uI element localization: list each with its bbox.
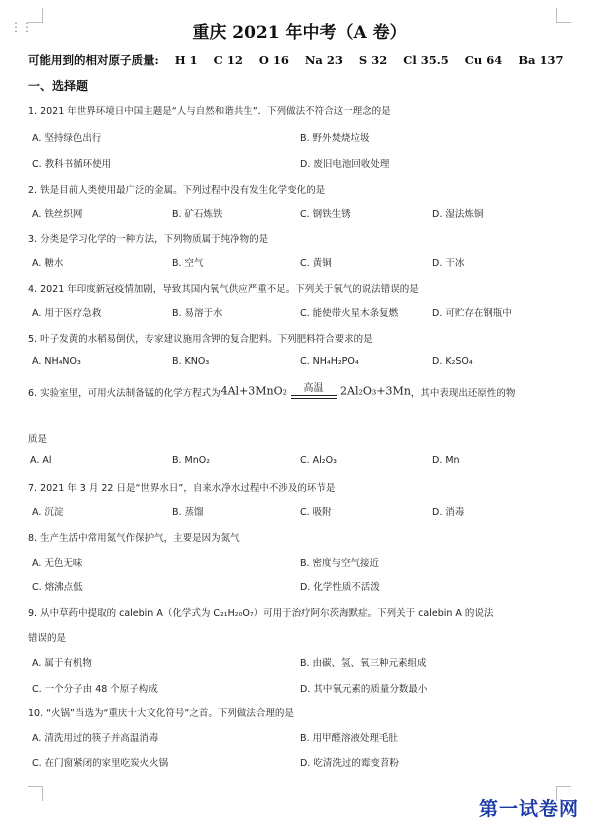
section-heading: 一、选择题 — [28, 79, 89, 93]
question-5-option-c: C. NH₄H₂PO₄ — [300, 356, 359, 367]
atomic-masses-line — [28, 52, 576, 68]
question-1-stem: 1. 2021 年世界环境日中国主题是“人与自然和谐共生”．下列做法不符合这一理念的是 — [28, 106, 391, 117]
site-watermark: 第一试卷网 — [478, 798, 579, 820]
question-6-option-a: A. Al — [30, 455, 52, 466]
question-2-option-c: C. 钢铁生锈 — [300, 209, 351, 220]
atomic-mass-c: C 12 — [213, 53, 243, 67]
question-6-stem-pre: 6. 实验室里，可用火法制备锰的化学方程式为 — [28, 388, 221, 399]
question-4-option-b: B. 易溶于水 — [172, 308, 223, 319]
equation-condition: 高温 — [303, 383, 324, 394]
question-1-option-d: D. 废旧电池回收处理 — [300, 159, 390, 170]
question-10-stem: 10. “火锅”当选为“重庆十大文化符号”之首。下列做法合理的是 — [28, 708, 294, 719]
atomic-mass-cu: Cu 64 — [464, 53, 503, 67]
question-4-option-a: A. 用于医疗急救 — [32, 308, 102, 319]
equals-sign-icon — [291, 395, 337, 399]
question-7-option-a: A. 沉淀 — [32, 507, 64, 518]
chemical-equation — [221, 384, 411, 399]
question-2-option-d: D. 湿法炼铜 — [432, 209, 484, 220]
atomic-mass-o: O 16 — [258, 53, 289, 67]
atomic-mass-ba: Ba 137 — [518, 53, 564, 67]
question-4-stem: 4. 2021 年印度新冠疫情加剧，导致其国内氧气供应严重不足。下列关于氧气的说法错误的是 — [28, 284, 419, 295]
question-5-option-d: D. K₂SO₄ — [432, 356, 473, 367]
equation-products: 2Al₂O₃+3Mn — [340, 384, 411, 398]
question-3-option-a: A. 糖水 — [32, 258, 64, 269]
question-6-option-c: C. Al₂O₃ — [300, 455, 337, 466]
crop-mark-bottom-left — [28, 786, 43, 801]
question-5-stem: 5. 叶子发黄的水稻易倒伏，专家建议施用含钾的复合肥料。下列肥料符合要求的是 — [28, 334, 373, 345]
question-1-option-b: B. 野外焚烧垃圾 — [300, 133, 370, 144]
question-6-stem-post: ，其中表现出还原性的物 — [410, 388, 516, 399]
question-10-option-b: B. 用甲醛溶液处理毛肚 — [300, 733, 399, 744]
question-9-stem: 9. 从中草药中提取的 calebin A（化学式为 C₂₁H₂₀O₇）可用于治疗阿尔茨海默症。下列关于 calebin A 的说法 — [28, 608, 494, 619]
question-3-option-b: B. 空气 — [172, 258, 204, 269]
question-3-option-c: C. 黄铜 — [300, 258, 332, 269]
question-1-option-a: A. 坚持绿色出行 — [32, 133, 102, 144]
question-3-option-d: D. 干冰 — [432, 258, 465, 269]
question-9-option-b: B. 由碳、氢、氧三种元素组成 — [300, 658, 427, 669]
question-6-option-b: B. MnO₂ — [172, 455, 211, 466]
question-2-stem: 2. 铁是目前人类使用最广泛的金属。下列过程中没有发生化学变化的是 — [28, 185, 326, 196]
question-2-option-a: A. 铁丝织网 — [32, 209, 83, 220]
atomic-mass-h: H 1 — [174, 53, 198, 67]
drag-handle-icon[interactable]: ⋮⋮ — [10, 20, 32, 34]
atomic-mass-s: S 32 — [358, 53, 388, 67]
question-4-option-d: D. 可贮存在钢瓶中 — [432, 308, 512, 319]
question-4-option-c: C. 能使带火星木条复燃 — [300, 308, 399, 319]
question-6-stem-continued: 质是 — [28, 434, 48, 445]
question-8-option-c: C. 熔沸点低 — [32, 582, 83, 593]
question-9-option-c: C. 一个分子由 48 个原子构成 — [32, 684, 158, 695]
question-9-stem-continued: 错误的是 — [28, 633, 67, 644]
atomic-mass-na: Na 23 — [304, 53, 343, 67]
question-10-option-c: C. 在门窗紧闭的家里吃炭火火锅 — [32, 758, 169, 769]
equation-reactants: 4Al+3MnO₂ — [220, 384, 288, 398]
atomic-masses-label: 可能用到的相对原子质量: — [28, 53, 159, 67]
question-5-option-a: A. NH₄NO₃ — [32, 356, 81, 367]
question-7-option-d: D. 消毒 — [432, 507, 465, 518]
question-1-option-c: C. 教科书循环使用 — [32, 159, 112, 170]
question-9-option-d: D. 其中氧元素的质量分数最小 — [300, 684, 428, 695]
question-10-option-a: A. 清洗用过的筷子并高温消毒 — [32, 733, 159, 744]
equation-arrow — [291, 384, 337, 399]
question-6-stem — [28, 384, 515, 399]
question-10-option-d: D. 吃清洗过的霉变苕粉 — [300, 758, 399, 769]
question-7-option-b: B. 蒸馏 — [172, 507, 204, 518]
question-8-option-d: D. 化学性质不活泼 — [300, 582, 380, 593]
page-title: 重庆 2021 年中考（A 卷） — [192, 23, 407, 43]
question-7-option-c: C. 吸附 — [300, 507, 332, 518]
question-7-stem: 7. 2021 年 3 月 22 日是“世界水日”，自来水净水过程中不涉及的环节是 — [28, 483, 336, 494]
question-2-option-b: B. 矿石炼铁 — [172, 209, 223, 220]
question-8-stem: 8. 生产生活中常用氮气作保护气，主要是因为氮气 — [28, 533, 240, 544]
question-8-option-b: B. 密度与空气接近 — [300, 558, 380, 569]
question-8-option-a: A. 无色无味 — [32, 558, 83, 569]
question-9-option-a: A. 属于有机物 — [32, 658, 92, 669]
question-5-option-b: B. KNO₃ — [172, 356, 210, 367]
question-3-stem: 3. 分类是学习化学的一种方法，下列物质属于纯净物的是 — [28, 234, 269, 245]
atomic-mass-cl: Cl 35.5 — [403, 53, 449, 67]
question-6-option-d: D. Mn — [432, 455, 460, 466]
